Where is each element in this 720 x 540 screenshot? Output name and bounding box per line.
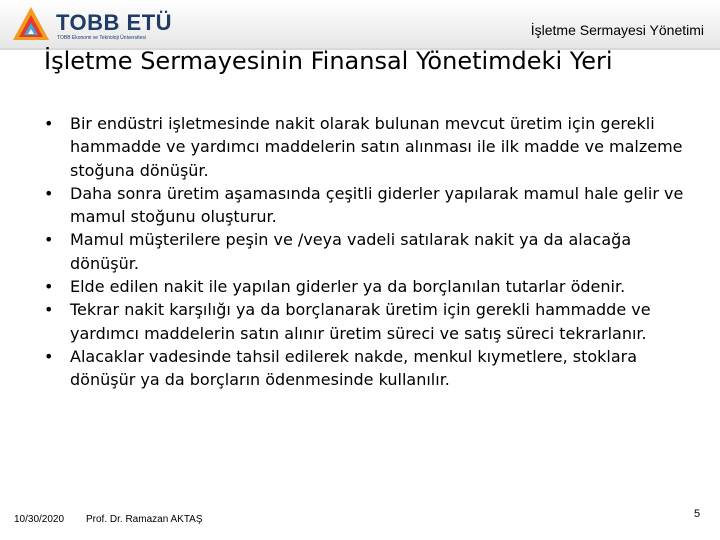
bullet-text: Daha sonra üretim aşamasında çeşitli giderler yapılarak mamul hale gelir ve mamul stoğunu oluşturur. bbox=[70, 183, 684, 227]
bullet-text: Tekrar nakit karşılığı ya da borçlanarak üretim için gerekli hammadde ve yardımcı maddelerin satın alınır üretim süreci ve satış süreci tekrarlanır. bbox=[70, 300, 651, 343]
header-title: İşletme Sermayesi Yönetimi bbox=[530, 22, 704, 38]
bullet-text: Alacaklar vadesinde tahsil edilerek nakde, menkul kıymetlere, stoklara dönüşür ya da borçların ödenmesinde kullanılır. bbox=[70, 346, 638, 390]
bullet-item bbox=[44, 228, 684, 275]
slide-title: İşletme Sermayesinin Finansal Yönetimdeki Yeri bbox=[44, 47, 613, 75]
bullet-item bbox=[44, 275, 684, 298]
bullet-text: Bir endüstri işletmesinde nakit olarak bulunan mevcut üretim için gerekli hammadde ve yardımcı maddelerin satın alınması ile ilk madde ve malzeme stoğuna dönüşür. bbox=[70, 114, 683, 180]
bullet-icon: • bbox=[44, 183, 54, 203]
bullet-item bbox=[44, 298, 684, 345]
bullet-icon: • bbox=[44, 346, 54, 366]
bullet-icon: • bbox=[44, 300, 54, 320]
page-number: 5 bbox=[694, 508, 701, 520]
footer-date: 10/30/2020 bbox=[14, 514, 65, 525]
bullet-icon: • bbox=[44, 277, 54, 297]
bullet-item bbox=[44, 112, 684, 182]
logo-mark-icon bbox=[10, 4, 52, 46]
footer-author: Prof. Dr. Ramazan AKTAŞ bbox=[86, 514, 203, 525]
bullet-list bbox=[44, 112, 684, 392]
tobb-etu-logo bbox=[10, 4, 173, 46]
bullet-icon: • bbox=[44, 230, 54, 250]
bullet-icon: • bbox=[44, 114, 54, 133]
bullet-text: Mamul müşterilere peşin ve /veya vadeli satılarak nakit ya da alacağa dönüşür. bbox=[70, 230, 632, 273]
bullet-item bbox=[44, 182, 684, 229]
logo-name: TOBB ETÜ bbox=[56, 10, 173, 35]
bullet-item bbox=[44, 345, 684, 392]
bullet-text: Elde edilen nakit ile yapılan giderler ya da borçlanılan tutarlar ödenir. bbox=[70, 277, 626, 297]
logo-subtitle: TOBB Ekonomi ve Teknoloji Üniversitesi bbox=[57, 35, 147, 41]
